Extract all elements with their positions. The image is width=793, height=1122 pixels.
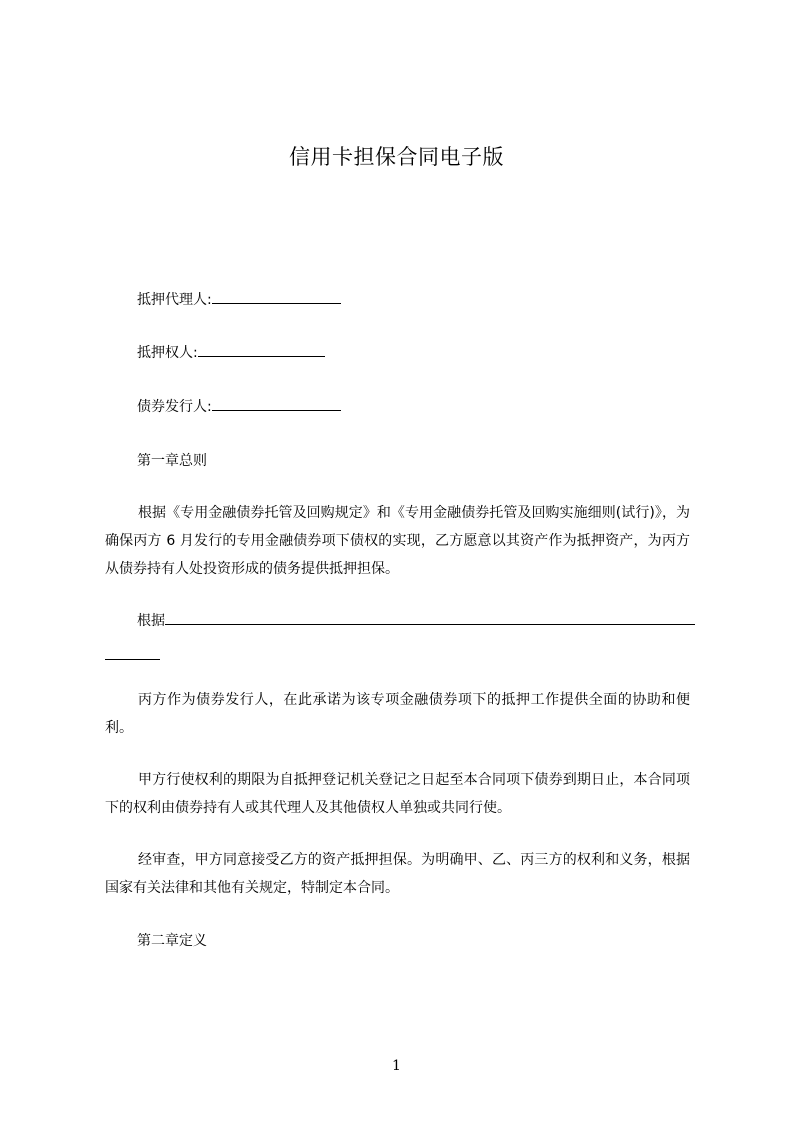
paragraph-issuer-commitment: 丙方作为债券发行人，在此承诺为该专项金融债券项下的抵押工作提供全面的协助和便利。 (105, 692, 690, 736)
mortgage-agent-field (137, 289, 341, 311)
page-number: 1 (392, 1058, 401, 1074)
basis-2-blank-continued[interactable] (105, 645, 160, 660)
paragraph-rights-period: 甲方行使权利的期限为自抵押登记机关登记之日起至本合同项下债券到期日止，本合同项下的权利由债券持有人或其代理人及其他债权人单独或共同行使。 (105, 772, 690, 816)
paragraph-review: 经审查，甲方同意接受乙方的资产抵押担保。为明确甲、乙、丙三方的权利和义务，根据国家有关法律和其他有关规定，特制定本合同。 (105, 852, 690, 896)
chapter-2-heading: 第二章定义 (137, 933, 207, 949)
mortgagee-blank[interactable] (198, 342, 325, 357)
mortgage-agent-label: 抵押代理人: (137, 292, 212, 308)
mortgagee-label: 抵押权人: (137, 345, 198, 361)
mortgage-agent-blank[interactable] (212, 289, 341, 304)
document-title: 信用卡担保合同电子版 (289, 145, 504, 169)
paragraph-basis-2 (137, 610, 695, 632)
bond-issuer-field (137, 396, 341, 418)
paragraph-basis: 根据《专用金融债券托管及回购规定》和《专用金融债券托管及回购实施细则(试行)》，为确保丙方 6 月发行的专用金融债券项下债权的实现，乙方愿意以其资产作为抵押资产，为丙方从债券持有人处投资形成的债务提供抵押担保。 (105, 505, 690, 577)
bond-issuer-label: 债券发行人: (137, 399, 212, 415)
bond-issuer-blank[interactable] (212, 396, 341, 411)
mortgagee-field (137, 342, 325, 364)
chapter-1-heading: 第一章总则 (137, 453, 207, 469)
basis-2-label: 根据 (137, 613, 165, 629)
basis-2-blank[interactable] (165, 610, 695, 625)
